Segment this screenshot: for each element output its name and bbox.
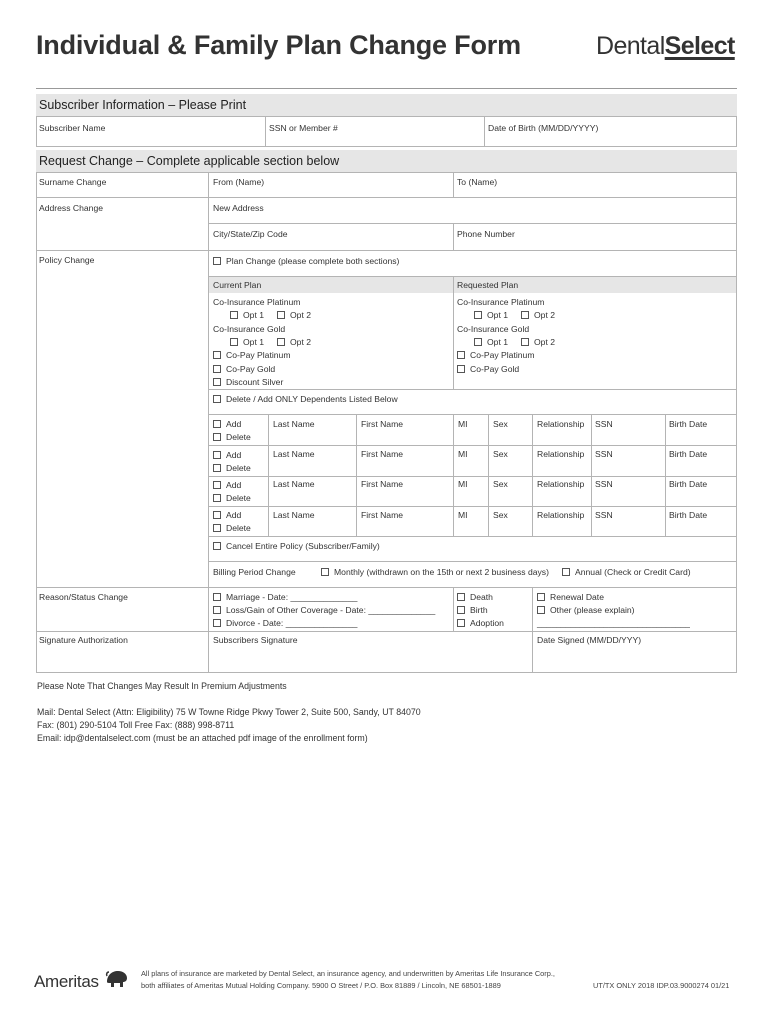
marriage-checkbox[interactable]: Marriage - Date: ______________ bbox=[213, 591, 357, 603]
dependent-2-last-name[interactable]: Last Name bbox=[273, 449, 315, 459]
dental-select-logo: DentalSelect bbox=[596, 32, 735, 60]
requested-co-insurance-platinum-label: Co-Insurance Platinum bbox=[457, 297, 545, 307]
dependent-2-delete-checkbox[interactable]: Delete bbox=[213, 462, 251, 474]
adoption-checkbox[interactable]: Adoption bbox=[457, 617, 504, 629]
form-code: UT/TX ONLY 2018 IDP.03.9000274 01/21 bbox=[593, 981, 730, 990]
dependent-4-mi[interactable]: MI bbox=[458, 510, 468, 520]
current-co-insurance-platinum-label: Co-Insurance Platinum bbox=[213, 297, 301, 307]
dependent-2-sex[interactable]: Sex bbox=[493, 449, 508, 459]
dependent-2-first-name[interactable]: First Name bbox=[361, 449, 404, 459]
current-co-insurance-gold-label: Co-Insurance Gold bbox=[213, 324, 286, 334]
bison-icon bbox=[105, 968, 129, 990]
requested-platinum-opt2-checkbox[interactable]: Opt 2 bbox=[521, 309, 555, 321]
dependent-3-add-checkbox[interactable]: Add bbox=[213, 479, 241, 491]
to-name-field[interactable]: To (Name) bbox=[457, 177, 498, 187]
dependent-2-relationship[interactable]: Relationship bbox=[537, 449, 585, 459]
date-signed-field[interactable]: Date Signed (MM/DD/YYY) bbox=[537, 635, 642, 645]
dependents-checkbox[interactable]: Delete / Add ONLY Dependents Listed Below bbox=[213, 393, 398, 405]
premium-adjustment-note: Please Note That Changes May Result In Premium Adjustments bbox=[37, 681, 287, 691]
dependent-2-ssn[interactable]: SSN bbox=[595, 449, 613, 459]
dependent-4-first-name[interactable]: First Name bbox=[361, 510, 404, 520]
dependent-2-birth-date[interactable]: Birth Date bbox=[669, 449, 708, 459]
current-plan-header: Current Plan bbox=[213, 280, 262, 290]
email-address: Email: idp@dentalselect.com (must be an attached pdf image of the enrollment form) bbox=[37, 733, 368, 743]
dependent-2-mi[interactable]: MI bbox=[458, 449, 468, 459]
requested-platinum-opt1-checkbox[interactable]: Opt 1 bbox=[474, 309, 508, 321]
subscriber-signature-field[interactable]: Subscribers Signature bbox=[213, 635, 298, 645]
from-name-field[interactable]: From (Name) bbox=[213, 177, 265, 187]
dependent-3-sex[interactable]: Sex bbox=[493, 479, 508, 489]
dependent-1-first-name[interactable]: First Name bbox=[361, 419, 404, 429]
dependent-4-last-name[interactable]: Last Name bbox=[273, 510, 315, 520]
form-title: Individual & Family Plan Change Form bbox=[36, 30, 521, 60]
subscriber-name-field[interactable]: Subscriber Name bbox=[39, 123, 106, 133]
birth-checkbox[interactable]: Birth bbox=[457, 604, 488, 616]
current-discount-silver-checkbox[interactable]: Discount Silver bbox=[213, 376, 283, 388]
requested-gold-opt1-checkbox[interactable]: Opt 1 bbox=[474, 336, 508, 348]
dependent-3-first-name[interactable]: First Name bbox=[361, 479, 404, 489]
signature-authorization-label: Signature Authorization bbox=[39, 635, 128, 645]
requested-co-pay-gold-checkbox[interactable]: Co-Pay Gold bbox=[457, 363, 519, 375]
surname-change-label: Surname Change bbox=[39, 177, 107, 187]
other-explain-line[interactable]: ________________________________ bbox=[537, 618, 690, 628]
requested-co-insurance-gold-label: Co-Insurance Gold bbox=[457, 324, 530, 334]
request-section-header: Request Change – Complete applicable section below bbox=[36, 150, 737, 172]
dependent-3-birth-date[interactable]: Birth Date bbox=[669, 479, 708, 489]
header-rule bbox=[36, 88, 737, 89]
current-co-pay-platinum-checkbox[interactable]: Co-Pay Platinum bbox=[213, 349, 290, 361]
billing-monthly-checkbox[interactable]: Monthly (withdrawn on the 15th or next 2 business days) bbox=[321, 566, 549, 578]
plan-change-checkbox[interactable]: Plan Change (please complete both sections) bbox=[213, 255, 399, 267]
dependent-4-delete-checkbox[interactable]: Delete bbox=[213, 522, 251, 534]
billing-annual-checkbox[interactable]: Annual (Check or Credit Card) bbox=[562, 566, 691, 578]
billing-period-label: Billing Period Change bbox=[213, 567, 296, 577]
renewal-date-checkbox[interactable]: Renewal Date bbox=[537, 591, 604, 603]
other-explain-checkbox[interactable]: Other (please explain) bbox=[537, 604, 635, 616]
requested-gold-opt2-checkbox[interactable]: Opt 2 bbox=[521, 336, 555, 348]
divorce-checkbox[interactable]: Divorce - Date: _______________ bbox=[213, 617, 357, 629]
new-address-field[interactable]: New Address bbox=[213, 203, 264, 213]
dependent-3-last-name[interactable]: Last Name bbox=[273, 479, 315, 489]
dependent-1-last-name[interactable]: Last Name bbox=[273, 419, 315, 429]
dependent-4-birth-date[interactable]: Birth Date bbox=[669, 510, 708, 520]
reason-status-label: Reason/Status Change bbox=[39, 592, 128, 602]
cancel-policy-checkbox[interactable]: Cancel Entire Policy (Subscriber/Family) bbox=[213, 540, 380, 552]
current-gold-opt2-checkbox[interactable]: Opt 2 bbox=[277, 336, 311, 348]
city-state-zip-field[interactable]: City/State/Zip Code bbox=[213, 229, 288, 239]
current-co-pay-gold-checkbox[interactable]: Co-Pay Gold bbox=[213, 363, 275, 375]
ameritas-logo: Ameritas bbox=[34, 968, 129, 992]
footer-disclaimer-line1: All plans of insurance are marketed by Dental Select, an insurance agency, and underwritten by Ameritas Life Insurance Corp., bbox=[141, 969, 555, 978]
dependent-1-delete-checkbox[interactable]: Delete bbox=[213, 431, 251, 443]
current-gold-opt1-checkbox[interactable]: Opt 1 bbox=[230, 336, 264, 348]
dependent-1-relationship[interactable]: Relationship bbox=[537, 419, 585, 429]
loss-gain-coverage-checkbox[interactable]: Loss/Gain of Other Coverage - Date: ______________ bbox=[213, 604, 435, 616]
dependent-1-birth-date[interactable]: Birth Date bbox=[669, 419, 708, 429]
ssn-field[interactable]: SSN or Member # bbox=[269, 123, 338, 133]
death-checkbox[interactable]: Death bbox=[457, 591, 493, 603]
requested-plan-header: Requested Plan bbox=[457, 280, 519, 290]
phone-number-field[interactable]: Phone Number bbox=[457, 229, 515, 239]
current-platinum-opt2-checkbox[interactable]: Opt 2 bbox=[277, 309, 311, 321]
footer-disclaimer-line2: both affiliates of Ameritas Mutual Holding Company. 5900 O Street / P.O. Box 81889 / Lincoln, NE 68501-1889 bbox=[141, 981, 501, 990]
subscriber-section-header: Subscriber Information – Please Print bbox=[36, 94, 737, 116]
dependent-4-ssn[interactable]: SSN bbox=[595, 510, 613, 520]
current-platinum-opt1-checkbox[interactable]: Opt 1 bbox=[230, 309, 264, 321]
dependent-1-sex[interactable]: Sex bbox=[493, 419, 508, 429]
dependent-1-ssn[interactable]: SSN bbox=[595, 419, 613, 429]
dependent-4-add-checkbox[interactable]: Add bbox=[213, 509, 241, 521]
dependent-3-relationship[interactable]: Relationship bbox=[537, 479, 585, 489]
mail-address: Mail: Dental Select (Attn: Eligibility) 75 W Towne Ridge Pkwy Tower 2, Suite 500, Sandy, UT 84070 bbox=[37, 707, 421, 717]
dependent-4-sex[interactable]: Sex bbox=[493, 510, 508, 520]
dob-field[interactable]: Date of Birth (MM/DD/YYYY) bbox=[488, 123, 599, 133]
address-change-label: Address Change bbox=[39, 203, 104, 213]
dependent-3-ssn[interactable]: SSN bbox=[595, 479, 613, 489]
dependent-1-add-checkbox[interactable]: Add bbox=[213, 418, 241, 430]
fax-numbers: Fax: (801) 290-5104 Toll Free Fax: (888) 998-8711 bbox=[37, 720, 235, 730]
policy-change-label: Policy Change bbox=[39, 255, 95, 265]
dependent-1-mi[interactable]: MI bbox=[458, 419, 468, 429]
dependent-4-relationship[interactable]: Relationship bbox=[537, 510, 585, 520]
requested-co-pay-platinum-checkbox[interactable]: Co-Pay Platinum bbox=[457, 349, 534, 361]
dependent-3-mi[interactable]: MI bbox=[458, 479, 468, 489]
dependent-2-add-checkbox[interactable]: Add bbox=[213, 449, 241, 461]
dependent-3-delete-checkbox[interactable]: Delete bbox=[213, 492, 251, 504]
